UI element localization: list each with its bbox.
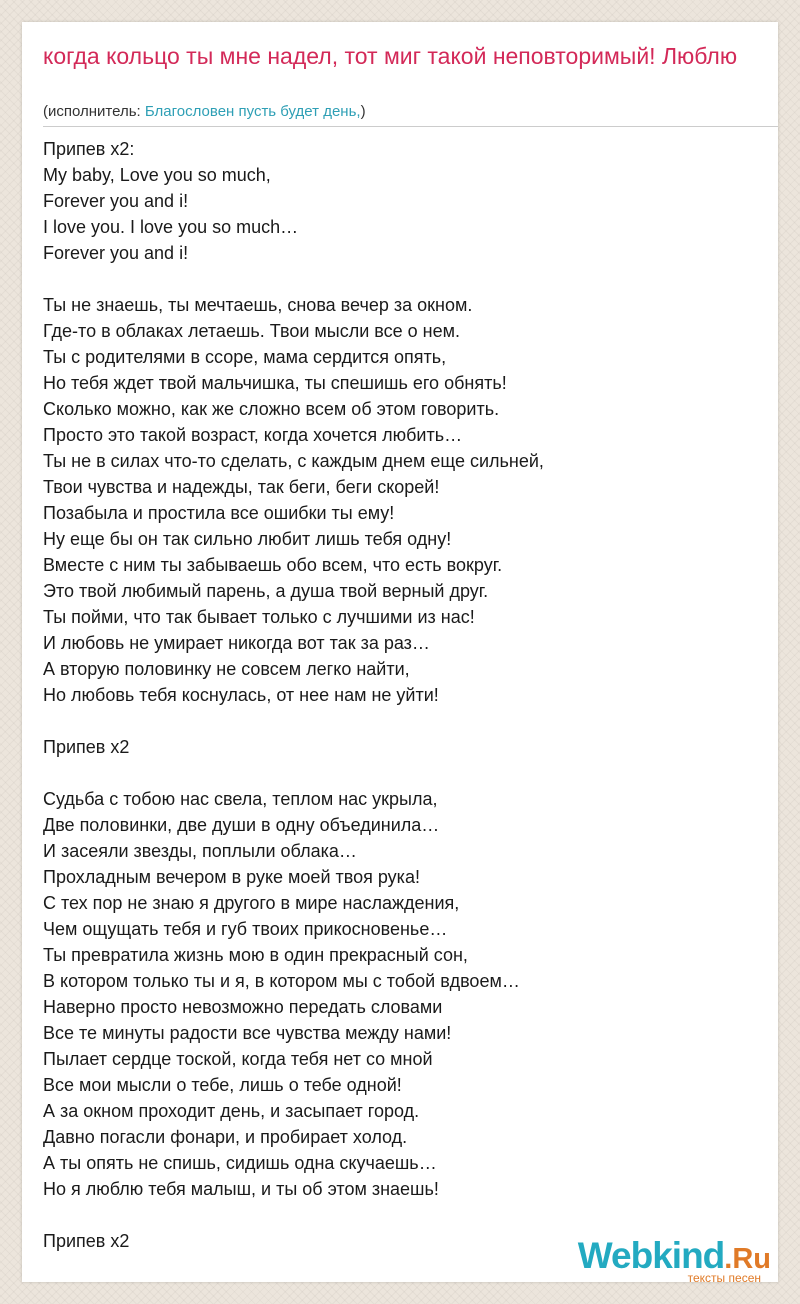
logo-wordmark [578, 1235, 771, 1276]
lyrics-card [22, 22, 778, 1282]
performer-line [43, 102, 366, 122]
artist-link[interactable]: Благословен пусть будет день, [144, 103, 361, 120]
logo-main-text: Webkind [577, 1235, 725, 1276]
logo-tagline: тексты песен [687, 1271, 761, 1282]
performer-prefix: (исполнитель: [43, 103, 145, 120]
logo-domain: .Ru [724, 1243, 771, 1275]
song-title: когда кольцо ты мне надел, тот миг такой неповторимый! Люблю [43, 43, 738, 69]
lyrics-text: Припев x2: My baby, Love you so much, Forever you and i! I love you. I love you so much… Forever you and i! Ты не знаешь, ты мечтаешь, снова вечер за окном. Где-то в облаках летаешь. Твои мысли все о нем. Ты с родителями в ссоре, мама сердится опять, Но тебя ждет твой мальчишка, ты спешишь его обнять! Сколько можно, как же сложно всем об этом говорить. Просто это такой возраст, когда хочется любить… Ты не в силах что-то сделать, с каждым днем еще сильней, Твои чувства и надежды, так беги, беги скорей! Позабыла и простила все ошибки ты ему! Ну еще бы он так сильно любит лишь тебя одну! Вместе с ним ты забываешь обо всем, что есть вокруг. Это твой любимый парень, а душа твой верный друг. Ты пойми, что так бывает только с лучшими из нас! И любовь не умирает никогда вот так за раз… А вторую половинку не совсем легко найти, Но любовь тебя коснулась, от нее нам не уйти! Припев x2 Судьба с тобою нас свела, теплом нас укрыла, Две половинки, две души в одну объединила… И засеяли звезды, поплыли облака… Прохладным вечером в руке моей твоя рука! С тех пор не знаю я другого в мире наслаждения, Чем ощущать тебя и губ твоих прикосновенье… Ты превратила жизнь мою в один прекрасный сон, В котором только ты и я, в котором мы с тобой вдвоем… Наверно просто невозможно передать словами Все те минуты радости все чувства между нами! Пылает сердце тоской, когда тебя нет со мной Все мои мысли о тебе, лишь о тебе одной! А за окном проходит день, и засыпает город. Давно погасли фонари, и пробирает холод. А ты опять не спишь, сидишь одна скучаешь… Но я люблю тебя малыш, и ты об этом знаешь! Припев x2 [43, 139, 544, 1251]
site-logo[interactable] [578, 1237, 771, 1282]
header-divider [43, 126, 778, 127]
performer-suffix: ) [360, 103, 366, 120]
